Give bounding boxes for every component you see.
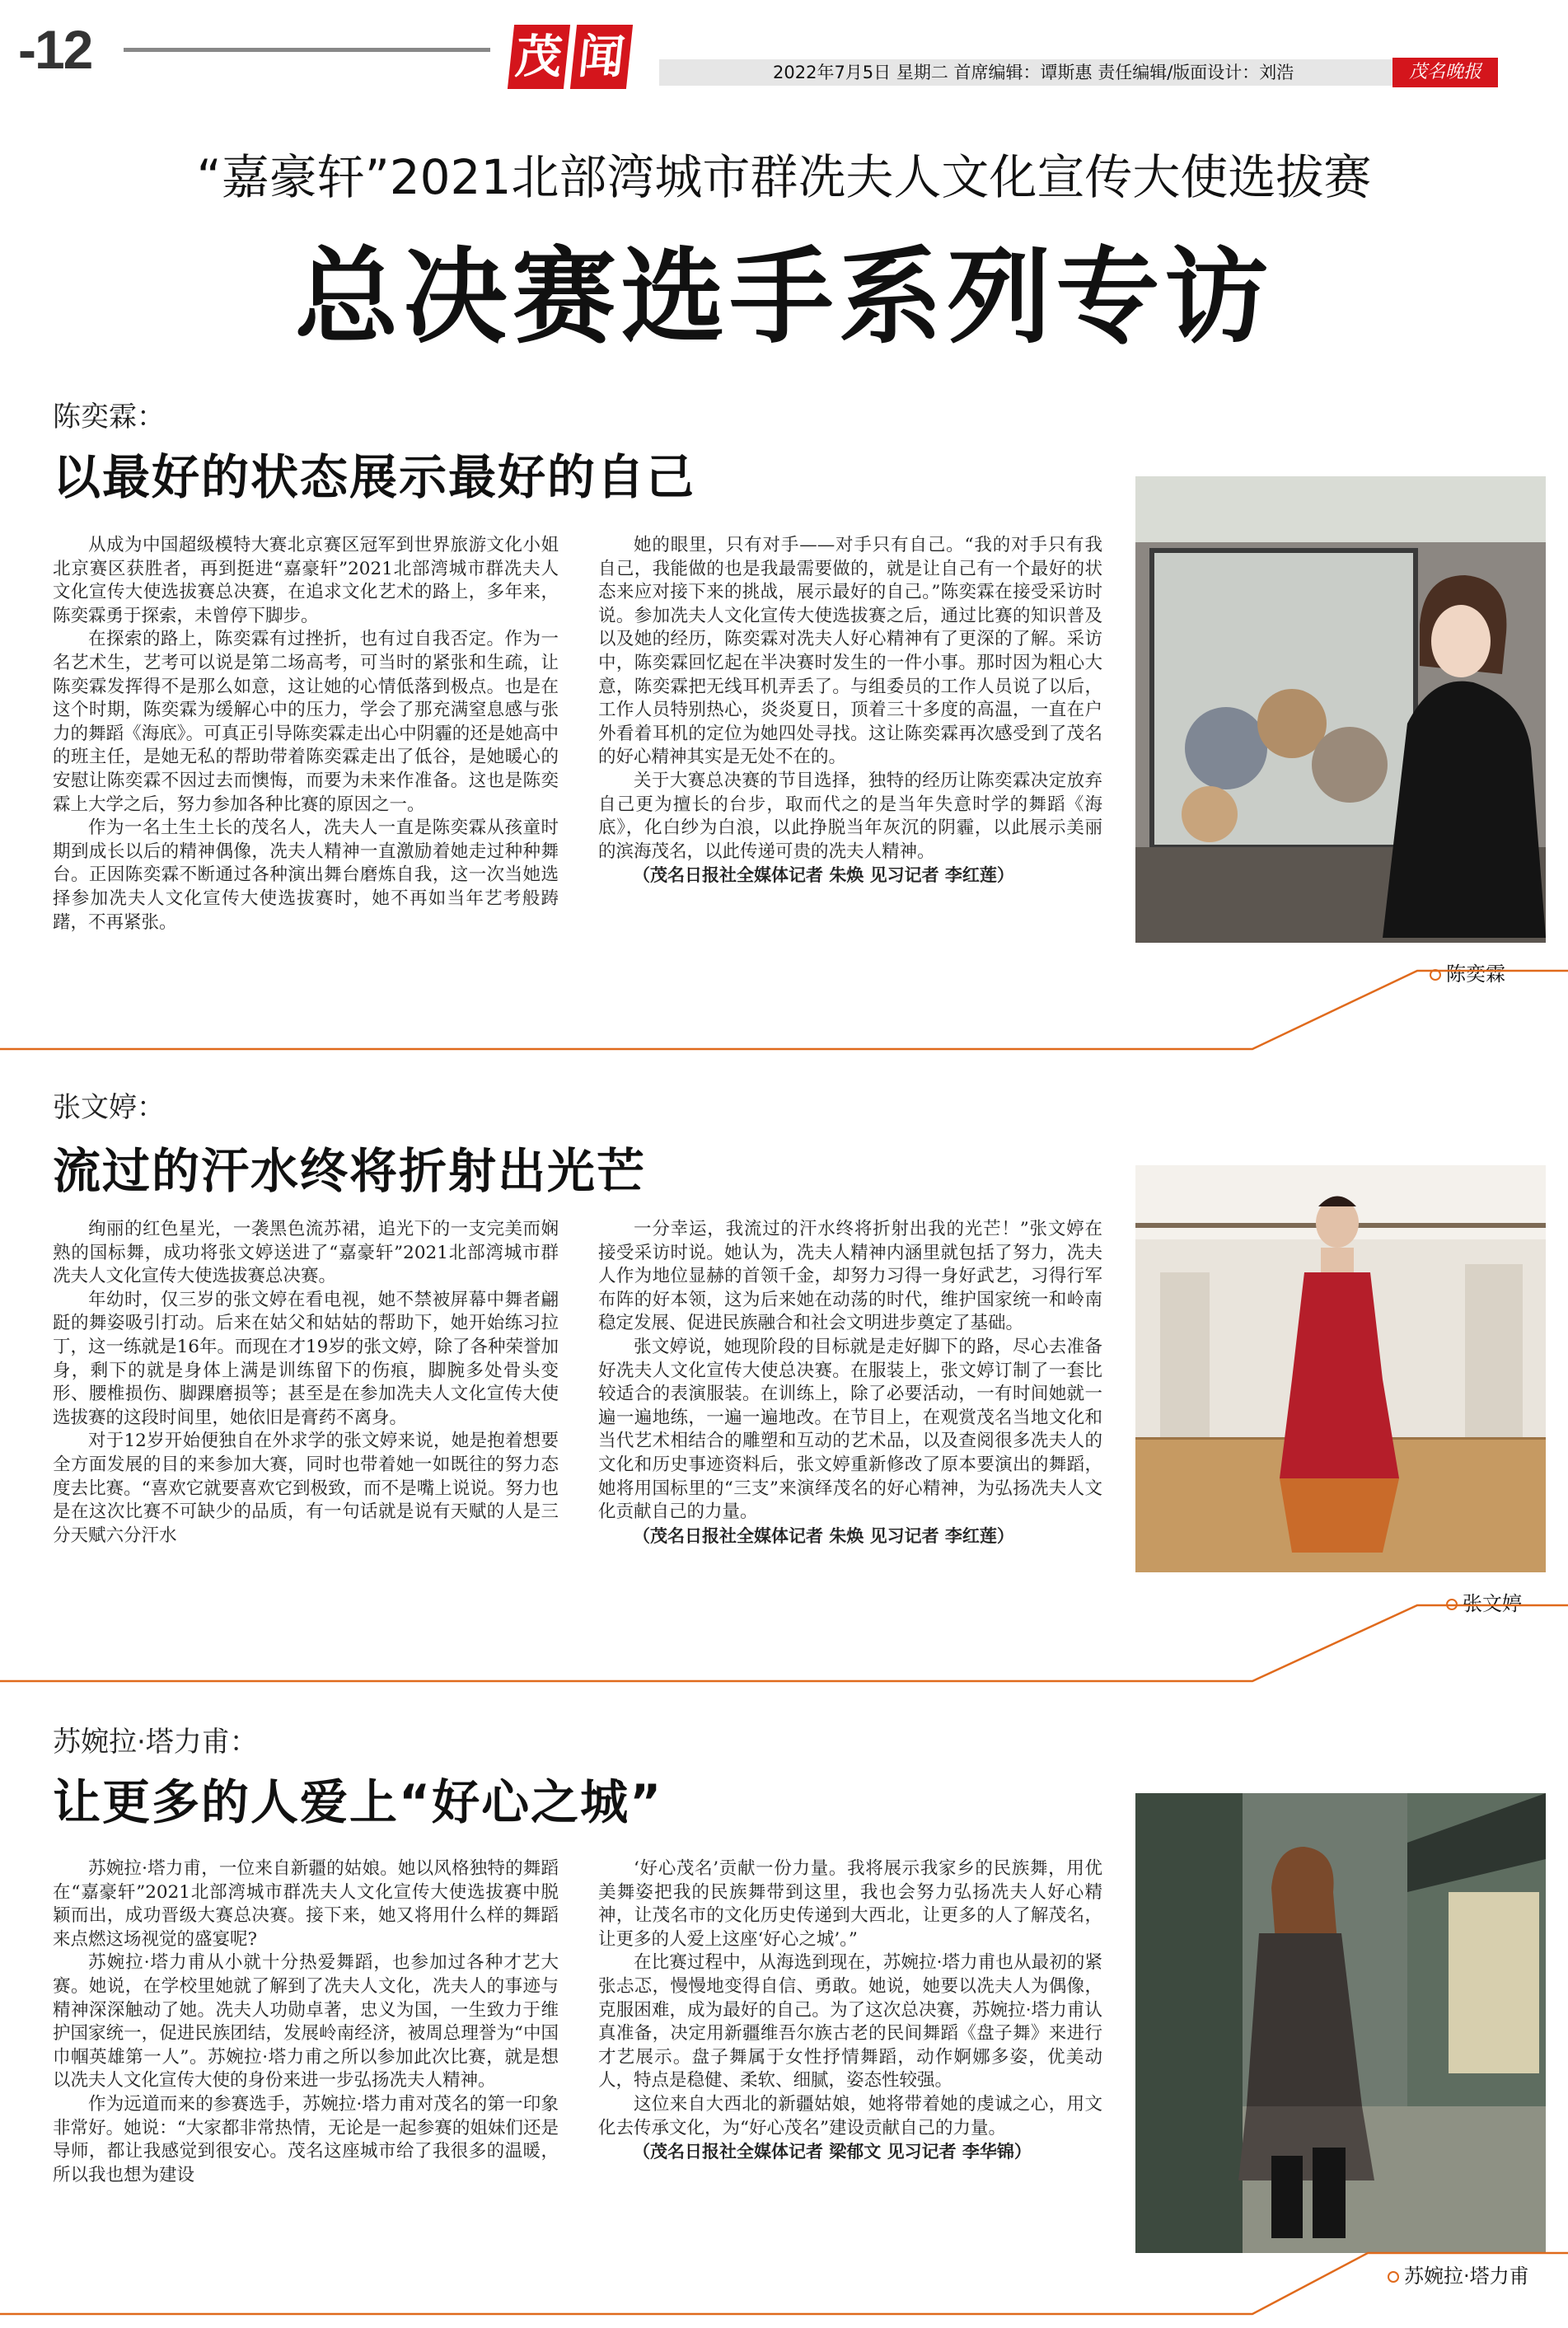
article-3-name: 苏婉拉·塔力甫： bbox=[53, 1726, 258, 1759]
article-paragraph: 从成为中国超级模特大赛北京赛区冠军到世界旅游文化小姐北京赛区获胜者，再到挺进“嘉豪轩”2021北部湾城市群冼夫人文化宣传大使选拔赛总决赛，在追求文化艺术的路上，多年来，陈奕霖勇于探索，未曾停下脚步。 bbox=[53, 535, 559, 626]
article-paragraph: 苏婉拉·塔力甫从小就十分热爱舞蹈，也参加过各种才艺大赛。她说，在学校里她就了解到了冼夫人文化，冼夫人的事迹与精神深深触动了她。冼夫人功勋卓著，忠义为国，一生致力于维护国家统一，促进民族团结，发展岭南经济，被周总理誉为“中国巾帼英雄第一人”。苏婉拉·塔力甫之所以参加此次比赛，就是想以冼夫人文化宣传大使的身份来进一步弘扬冼夫人精神。 bbox=[53, 1952, 559, 2091]
section-logo-char-2: 闻 bbox=[570, 25, 633, 89]
article-paragraph: 作为远道而来的参赛选手，苏婉拉·塔力甫对茂名的第一印象非常好。她说：“大家都非常热情，无论是一起参赛的姐妹们还是导师，都让我感觉到很安心。茂名这座城市给了我很多的温暖，所以我也想为建设 bbox=[53, 2093, 559, 2185]
article-paragraph: 张文婷说，她现阶段的目标就是走好脚下的路，尽心去准备好冼夫人文化宣传大使总决赛。在服装上，张文婷订制了一套比较适合的表演服装。在训练上，除了必要活动，一有时间她就一遍一遍地练，一遍一遍地改。在节目上，在观赏茂名当地文化和当代艺术相结合的雕塑和互动的艺术品，以及查阅很多冼夫人的文化和历史事迹资料后，张文婷重新修改了原本要演出的舞蹈，她将用国标里的“三支”来演绎茂名的好心精神，为弘扬冼夫人文化贡献自己的力量。 bbox=[598, 1336, 1102, 1523]
article-3-right-column bbox=[598, 1857, 1102, 2164]
article-1-byline: （茂名日报社全媒体记者 朱焕 见习记者 李红莲） bbox=[633, 865, 1014, 886]
caption-text: 张文婷 bbox=[1463, 1592, 1522, 1615]
article-paragraph: 关于大赛总决赛的节目选择，独特的经历让陈奕霖决定放弃自己更为擅长的台步，取而代之的是当年失意时学的舞蹈《海底》，化白纱为白浪，以此挣脱当年灰沉的阴霾，以此展示美丽的滨海茂名，以此传递可贵的冼夫人精神。 bbox=[598, 770, 1102, 862]
section-logo-char-1: 茂 bbox=[508, 25, 570, 89]
article-2-byline: （茂名日报社全媒体记者 朱焕 见习记者 李红莲） bbox=[633, 1525, 1014, 1546]
article-1-headline: 以最好的状态展示最好的自己 bbox=[53, 449, 696, 505]
article-2-photo bbox=[1135, 1165, 1546, 1572]
article-2-divider bbox=[0, 1590, 1568, 1689]
article-3-byline: （茂名日报社全媒体记者 梁郁文 见习记者 李华锦） bbox=[633, 2142, 1032, 2162]
article-3-left-column bbox=[53, 1857, 559, 2187]
article-paragraph: 她的眼里，只有对手——对手只有自己。“我的对手只有我自己，我能做的也是我最需要做的，就是让自己有一个最好的状态来应对接下来的挑战，展示最好的自己。”陈奕霖在接受采访时说。参加冼夫人文化宣传大使选拔赛之后，通过比赛的知识普及以及她的经历，陈奕霖对冼夫人好心精神有了更深的了解。采访中，陈奕霖回忆起在半决赛时发生的一件小事。那时因为粗心大意，陈奕霖把无线耳机弄丢了。与组委员的工作人员说了以后，工作人员特别热心，炎炎夏日，顶着三十多度的高温，一直在户外看着耳机的定位为她四处寻找。这让陈奕霖再次感受到了茂名的好心精神其实是无处不在的。 bbox=[598, 535, 1102, 768]
page-number: -12 bbox=[18, 19, 92, 80]
date-editor-line: 2022年7月5日 星期二 首席编辑：谭斯惠 责任编辑/版面设计：刘浩 bbox=[659, 59, 1483, 86]
article-paragraph: 一分幸运，我流过的汗水终将折射出我的光芒！”张文婷在接受采访时说。她认为，冼夫人精神内涵里就包括了努力，冼夫人作为地位显赫的首领千金，却努力习得一身好武艺，习得行军布阵的好本领，这为后来她在动荡的时代，维护国家统一和岭南稳定发展、促进民族融合和社会文明进步奠定了基础。 bbox=[598, 1219, 1102, 1334]
headline-subtitle: “嘉豪轩”2021北部湾城市群冼夫人文化宣传大使选拔赛 bbox=[196, 149, 1372, 205]
article-paragraph: ‘好心茂名’贡献一份力量。我将展示我家乡的民族舞，用优美舞姿把我的民族舞带到这里，我也会努力弘扬冼夫人好心精神，让茂名市的文化历史传递到大西北，让更多的人了解茂名，让更多的人爱上这座‘好心之城’。” bbox=[598, 1858, 1102, 1950]
article-paragraph: 这位来自大西北的新疆姑娘，她将带着她的虔诚之心，用文化去传承文化，为“好心茂名”建设贡献自己的力量。 bbox=[598, 2093, 1102, 2138]
article-2-headline: 流过的汗水终将折射出光芒 bbox=[53, 1143, 647, 1199]
section-logo bbox=[511, 25, 630, 91]
article-2-right-column bbox=[598, 1218, 1102, 1548]
article-1-divider bbox=[0, 954, 1568, 1053]
article-paragraph: 对于12岁开始便独自在外求学的张文婷来说，她是抱着想要全方面发展的目的来参加大赛，同时也带着她一如既往的努力态度去比赛。“喜欢它就要喜欢它到极致，而不是嘴上说说。努力也是在这次比赛不可缺少的品质，有一句话就是说有天赋的人是三分天赋六分汗水 bbox=[53, 1431, 559, 1546]
article-1-left-column bbox=[53, 534, 559, 934]
article-paragraph: 在探索的路上，陈奕霖有过挫折，也有过自我否定。作为一名艺术生，艺考可以说是第二场高考，可当时的紧张和生疏，让陈奕霖发挥得不是那么如意，这让她的心情低落到极点。也是在这个时期，陈奕霖为缓解心中的压力，学会了那充满窒息感与张力的舞蹈《海底》。可真正引导陈奕霖走出心中阴霾的还是她高中的班主任，是她无私的帮助带着陈奕霖走出了低谷，是她暖心的安慰让陈奕霖不因过去而懊悔，而要为未来作准备。这也是陈奕霖上大学之后，努力参加各种比赛的原因之一。 bbox=[53, 629, 559, 815]
article-paragraph: 作为一名土生土长的茂名人，冼夫人一直是陈奕霖从孩童时期到成长以后的精神偶像，冼夫人精神一直激励着她走过种种舞台。正因陈奕霖不断通过各种演出舞台磨炼自我，这一次当她选择参加冼夫人文化宣传大使选拔赛时，她不再如当年艺考般踌躇，不再紧张。 bbox=[53, 817, 559, 933]
article-2-left-column bbox=[53, 1218, 559, 1548]
caption-text: 陈奕霖 bbox=[1446, 963, 1505, 986]
article-3-divider bbox=[0, 2238, 1568, 2321]
article-paragraph: 苏婉拉·塔力甫，一位来自新疆的姑娘。她以风格独特的舞蹈在“嘉豪轩”2021北部湾城市群冼夫人文化宣传大使选拔赛中脱颖而出，成功晋级大赛总决赛。接下来，她又将用什么样的舞蹈来点燃这场视觉的盛宴呢? bbox=[53, 1858, 559, 1950]
caption-text: 苏婉拉·塔力甫 bbox=[1404, 2265, 1529, 2288]
masthead-rule bbox=[124, 48, 490, 52]
headline-title: 总决赛选手系列专访 bbox=[294, 237, 1274, 358]
paper-logo: 茂名晚报 bbox=[1392, 58, 1498, 87]
article-1-name: 陈奕霖： bbox=[53, 400, 165, 433]
masthead bbox=[0, 0, 1568, 97]
article-paragraph: 绚丽的红色星光，一袭黑色流苏裙，追光下的一支完美而娴熟的国标舞，成功将张文婷送进了“嘉豪轩”2021北部湾城市群冼夫人文化宣传大使选拔赛总决赛。 bbox=[53, 1219, 559, 1287]
article-3-photo bbox=[1135, 1793, 1546, 2253]
article-1-right-column bbox=[598, 534, 1102, 888]
article-1-photo bbox=[1135, 476, 1546, 943]
article-paragraph: 年幼时，仅三岁的张文婷在看电视，她不禁被屏幕中舞者翩跹的舞姿吸引打动。后来在姑父和姑姑的帮助下，她开始练习拉丁，这一练就是16年。而现在才19岁的张文婷，除了各种荣誉加身，剩下的就是身体上满是训练留下的伤痕，脚腕多处骨头变形、腰椎损伤、脚踝磨损等；甚至是在参加冼夫人文化宣传大使选拔赛的这段时间里，她依旧是膏药不离身。 bbox=[53, 1289, 559, 1428]
article-3-headline: 让更多的人爱上“好心之城” bbox=[53, 1774, 663, 1830]
article-paragraph: 在比赛过程中，从海选到现在，苏婉拉·塔力甫也从最初的紧张忐忑，慢慢地变得自信、勇敢。她说，她要以冼夫人为偶像，克服困难，成为最好的自己。为了这次总决赛，苏婉拉·塔力甫认真准备，决定用新疆维吾尔族古老的民间舞蹈《盘子舞》来进行才艺展示。盘子舞属于女性抒情舞蹈，动作婀娜多姿，优美动人，特点是稳健、柔软、细腻，姿态性较强。 bbox=[598, 1952, 1102, 2091]
article-2-name: 张文婷： bbox=[53, 1091, 165, 1124]
